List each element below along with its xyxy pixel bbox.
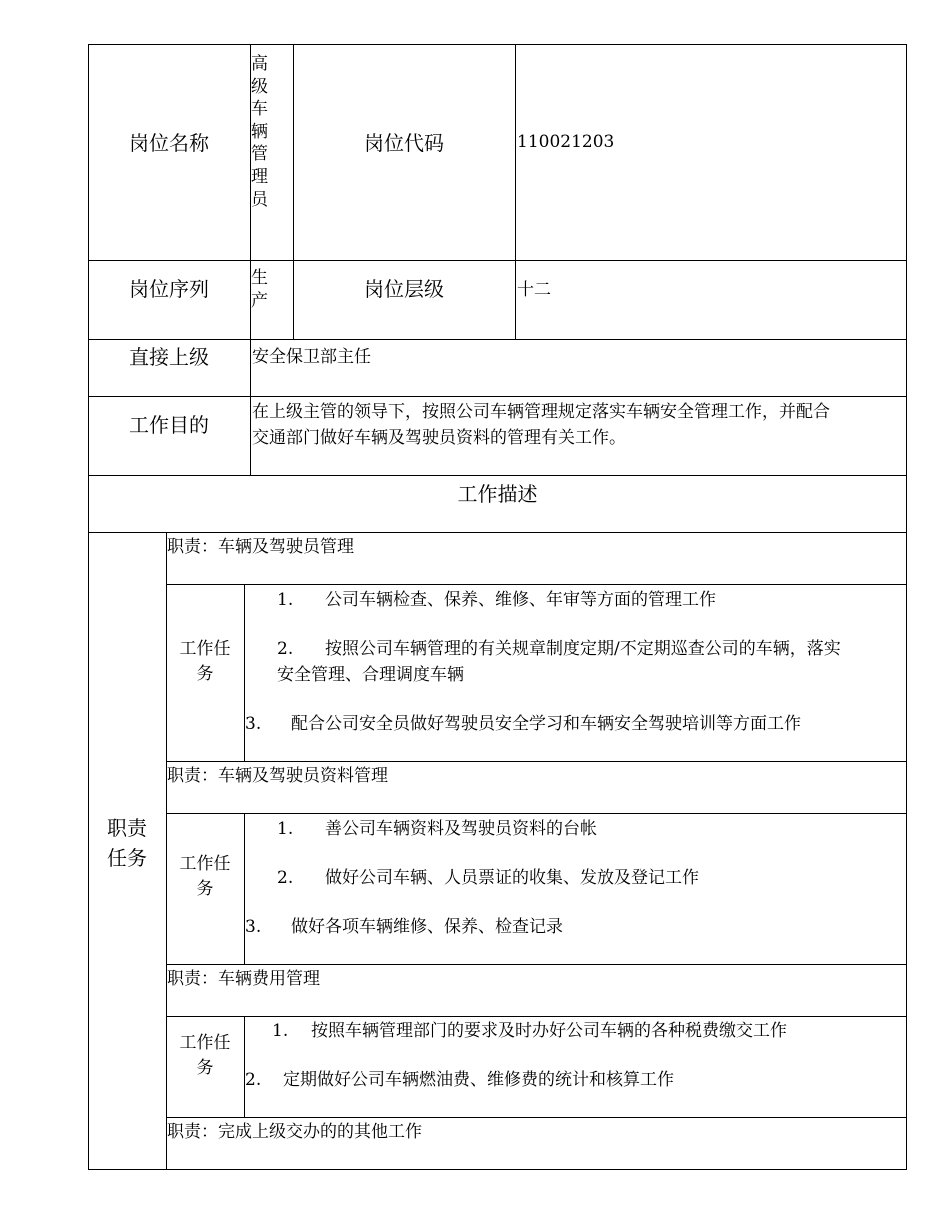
col-divider xyxy=(244,813,245,965)
table-border-top xyxy=(88,44,907,45)
task-text: 配合公司安全员做好驾驶员安全学习和车辆安全驾驶培训等方面工作 xyxy=(291,714,801,734)
task-number: 2. xyxy=(277,639,294,659)
position-series-label: 岗位序列 xyxy=(129,277,209,301)
position-code-label: 岗位代码 xyxy=(364,131,444,155)
duty-heading: 职责：车辆费用管理 xyxy=(167,969,320,989)
direct-superior-value: 安全保卫部主任 xyxy=(252,347,371,367)
position-name-value: 高 级 车 辆 管 理 员 xyxy=(251,54,268,210)
duty-heading: 职责：车辆及驾驶员管理 xyxy=(167,537,354,557)
row-divider xyxy=(166,761,907,762)
task-number: 1. xyxy=(272,1021,289,1041)
task-number: 3. xyxy=(245,714,262,734)
task-label: 工作任 务 xyxy=(179,639,231,684)
position-code-value: 110021203 xyxy=(517,132,615,152)
task-number: 1. xyxy=(277,819,294,839)
duties-tasks-label: 职责 任务 xyxy=(107,816,147,870)
task-text: 做好各项车辆维修、保养、检查记录 xyxy=(291,917,563,937)
direct-superior-label: 直接上级 xyxy=(129,345,209,369)
task-text: 按照公司车辆管理的有关规章制度定期/不定期巡查公司的车辆，落实 xyxy=(325,639,841,659)
row-divider xyxy=(88,532,907,533)
row-divider xyxy=(166,1117,907,1118)
task-text: 按照车辆管理部门的要求及时办好公司车辆的各种税费缴交工作 xyxy=(311,1021,787,1041)
task-text: 做好公司车辆、人员票证的收集、发放及登记工作 xyxy=(325,868,699,888)
task-text-continued: 安全管理、合理调度车辆 xyxy=(277,665,464,685)
row-divider xyxy=(88,396,907,397)
col-divider xyxy=(515,44,516,340)
task-number: 2. xyxy=(277,868,294,888)
task-label: 工作任 务 xyxy=(179,854,231,899)
row-divider xyxy=(88,339,907,340)
duty-heading: 职责：车辆及驾驶员资料管理 xyxy=(167,766,388,786)
task-label: 工作任 务 xyxy=(179,1033,231,1078)
row-divider xyxy=(166,813,907,814)
position-series-value: 生 产 xyxy=(251,268,268,311)
task-number: 3. xyxy=(245,917,262,937)
task-number: 1. xyxy=(277,590,294,610)
row-divider xyxy=(88,475,907,476)
work-purpose-line-2: 交通部门做好车辆及驾驶员资料的管理有关工作。 xyxy=(252,428,626,448)
row-divider xyxy=(166,964,907,965)
row-divider xyxy=(166,1016,907,1017)
task-number: 2. xyxy=(245,1070,262,1090)
row-divider xyxy=(166,584,907,585)
col-divider xyxy=(244,1016,245,1118)
row-divider xyxy=(88,260,907,261)
task-text: 公司车辆检查、保养、维修、年审等方面的管理工作 xyxy=(325,590,716,610)
task-text: 善公司车辆资料及驾驶员资料的台帐 xyxy=(325,819,597,839)
work-purpose-line-1: 在上级主管的领导下，按照公司车辆管理规定落实车辆安全管理工作，并配合 xyxy=(252,402,830,422)
duty-heading: 职责：完成上级交办的的其他工作 xyxy=(167,1122,422,1142)
position-name-label: 岗位名称 xyxy=(129,131,209,155)
table-border-left xyxy=(88,44,89,1170)
task-text: 定期做好公司车辆燃油费、维修费的统计和核算工作 xyxy=(283,1070,674,1090)
table-border-right xyxy=(906,44,907,1170)
table-border-bottom xyxy=(88,1169,907,1170)
work-description-title: 工作描述 xyxy=(457,482,538,506)
col-divider xyxy=(244,584,245,762)
position-level-value: 十二 xyxy=(517,280,551,300)
work-purpose-label: 工作目的 xyxy=(129,413,209,437)
position-level-label: 岗位层级 xyxy=(364,277,444,301)
